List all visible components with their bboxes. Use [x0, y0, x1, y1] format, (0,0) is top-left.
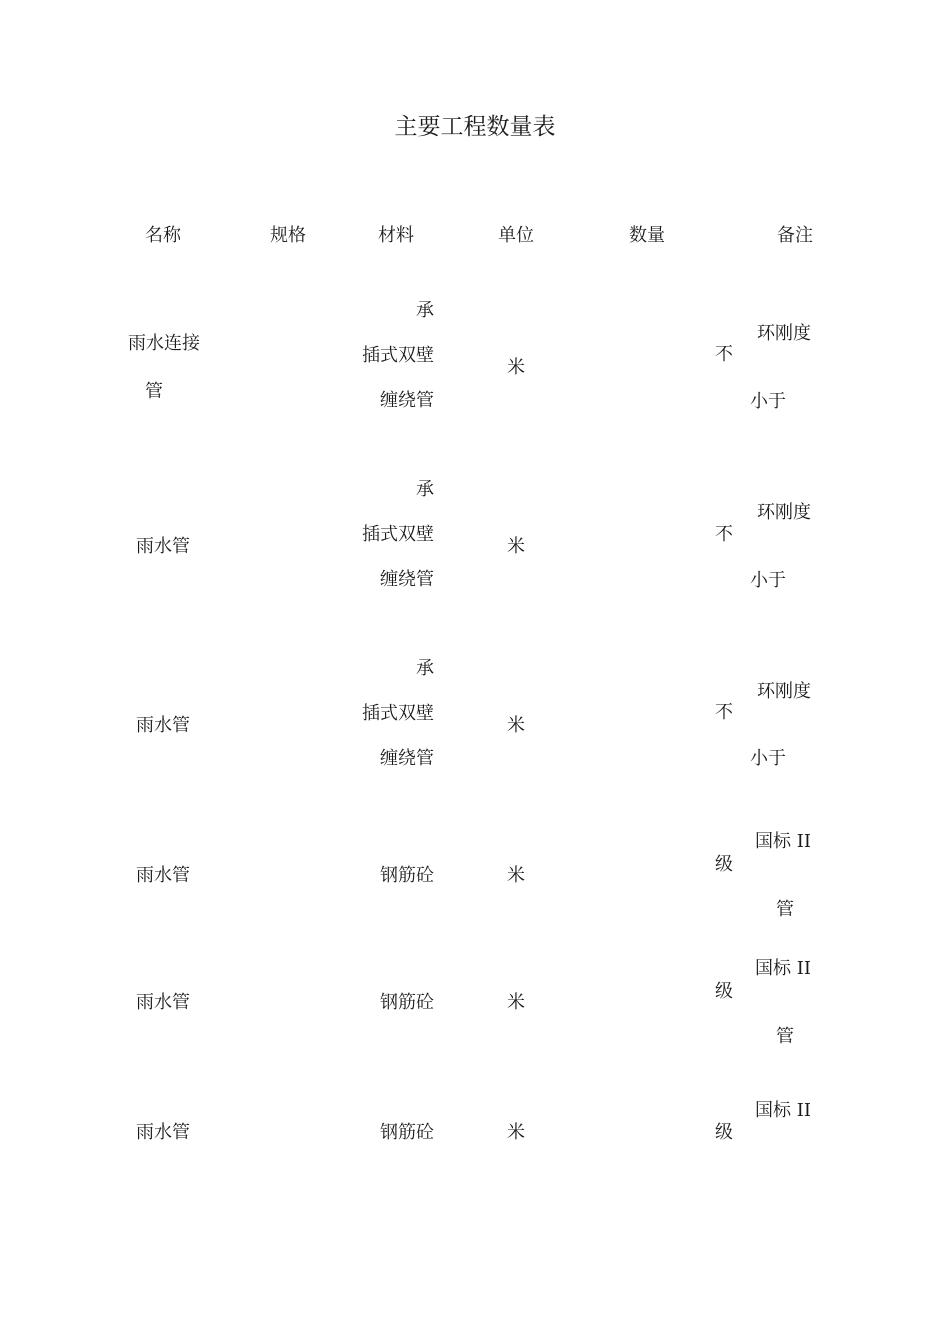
- row-name-line: 管: [145, 381, 163, 402]
- row-material-line: 缠绕管: [380, 748, 434, 769]
- row-unit: 米: [507, 992, 525, 1013]
- row-material-line: 钢筋砼: [380, 865, 434, 886]
- row-material-line: 缠绕管: [380, 390, 434, 411]
- row-material-line: 承: [416, 658, 434, 679]
- header-remark: 备注: [777, 225, 813, 246]
- row-remark-prefix: 级: [715, 854, 733, 875]
- row-name-line: 雨水管: [136, 865, 190, 886]
- row-remark-prefix: 不: [715, 702, 733, 723]
- row-material-line: 承: [416, 300, 434, 321]
- row-remark-prefix: 不: [715, 524, 733, 545]
- row-remark-line: 管: [776, 899, 794, 920]
- row-material-line: 插式双壁: [362, 703, 434, 724]
- row-material-line: 钢筋砼: [380, 992, 434, 1013]
- row-name-line: 雨水连接: [128, 333, 200, 354]
- row-remark-line: 环刚度: [757, 323, 811, 344]
- row-remark-prefix: 不: [715, 344, 733, 365]
- row-remark-line: 小于: [750, 391, 786, 412]
- row-remark-line: 国标 II: [755, 831, 811, 852]
- header-material: 材料: [378, 225, 414, 246]
- row-material-line: 插式双壁: [362, 345, 434, 366]
- row-remark-line: 环刚度: [757, 502, 811, 523]
- row-remark-prefix: 级: [715, 1122, 733, 1143]
- row-material-line: 钢筋砼: [380, 1122, 434, 1143]
- row-name-line: 雨水管: [136, 992, 190, 1013]
- row-name-line: 雨水管: [136, 1122, 190, 1143]
- row-remark-prefix: 级: [715, 981, 733, 1002]
- row-remark-line: 小于: [750, 570, 786, 591]
- row-name-line: 雨水管: [136, 715, 190, 736]
- row-remark-line: 国标 II: [755, 958, 811, 979]
- row-name-line: 雨水管: [136, 536, 190, 557]
- row-remark-line: 管: [776, 1026, 794, 1047]
- header-unit: 单位: [498, 225, 534, 246]
- row-unit: 米: [507, 865, 525, 886]
- row-unit: 米: [507, 715, 525, 736]
- row-material-line: 缠绕管: [380, 569, 434, 590]
- row-material-line: 承: [416, 479, 434, 500]
- row-material-line: 插式双壁: [362, 524, 434, 545]
- header-spec: 规格: [270, 225, 306, 246]
- header-name: 名称: [145, 225, 181, 246]
- row-unit: 米: [507, 1122, 525, 1143]
- row-remark-line: 小于: [750, 748, 786, 769]
- row-unit: 米: [507, 536, 525, 557]
- row-unit: 米: [507, 357, 525, 378]
- page-title: 主要工程数量表: [394, 114, 556, 140]
- header-quantity: 数量: [629, 225, 665, 246]
- row-remark-line: 国标 II: [755, 1100, 811, 1121]
- row-remark-line: 环刚度: [757, 681, 811, 702]
